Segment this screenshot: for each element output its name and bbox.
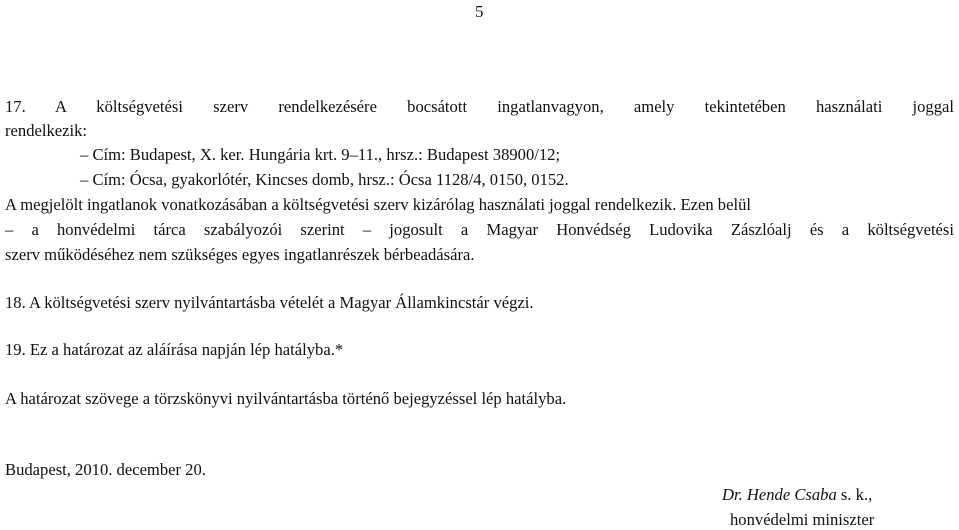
section-18: 18. A költségvetési szerv nyilvántartásba vételét a Magyar Államkincstár végzi. [5, 293, 534, 312]
address-item-ocsa: – Cím: Ócsa, gyakorlótér, Kincses domb, hrsz.: Ócsa 1128/4, 0150, 0152. [80, 170, 569, 189]
section-17-heading-line-1: 17. A költségvetési szerv rendelkezésére bocsátott ingatlanvagyon, amely tekintetében használati joggal [5, 97, 954, 116]
usage-rights-paragraph-line-2: – a honvédelmi tárca szabályozói szerint – jogosult a Magyar Honvédség Ludovika Zászlóalj és a költségvetési [5, 220, 954, 239]
signature-suffix: s. k., [836, 485, 873, 504]
signatory-name: Dr. Hende Csaba [722, 485, 837, 504]
closing-statement: A határozat szövege a törzskönyvi nyilvántartásba történő bejegyzéssel lép hatályba. [5, 389, 567, 408]
usage-rights-paragraph-line-3: szerv működéséhez nem szükséges egyes ingatlanrészek bérbeadására. [5, 245, 475, 264]
section-19: 19. Ez a határozat az aláírása napján lép hatályba.* [5, 340, 344, 359]
signature-name-line [722, 485, 872, 505]
date-line: Budapest, 2010. december 20. [5, 460, 206, 479]
signatory-title: honvédelmi miniszter [730, 510, 875, 529]
address-item-budapest: – Cím: Budapest, X. ker. Hungária krt. 9–11., hrsz.: Budapest 38900/12; [80, 145, 561, 164]
usage-rights-paragraph-line-1: A megjelölt ingatlanok vonatkozásában a költségvetési szerv kizárólag használati joggal rendelkezik. Ezen belül [5, 195, 751, 214]
page-number: 5 [475, 2, 484, 21]
section-17-heading-line-2: rendelkezik: [5, 121, 88, 140]
